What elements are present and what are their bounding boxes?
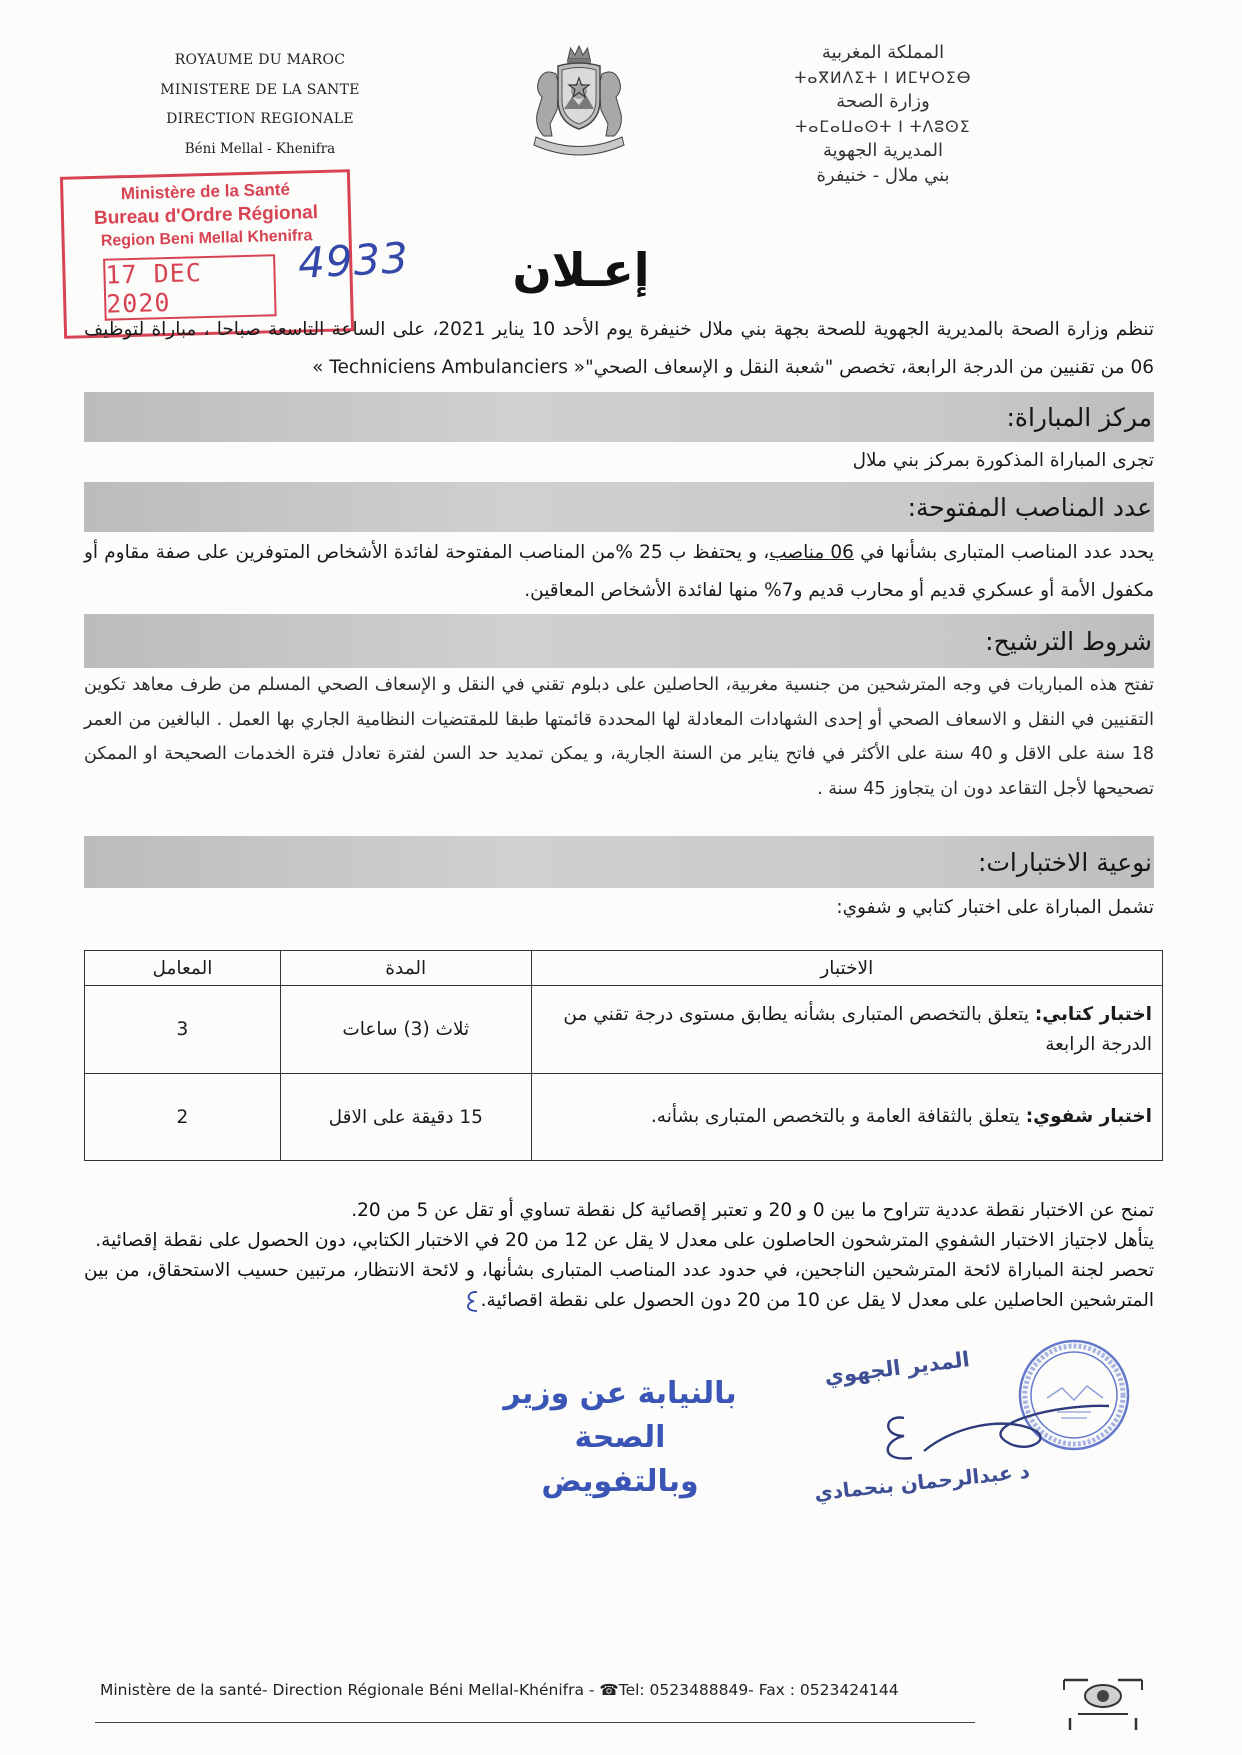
test-description: يتعلق بالتخصص المتبارى بشأنه يطابق مستوى درجة تقني من الدرجة الرابعة [563,1003,1152,1055]
delegation-stamp [475,1372,765,1504]
directorate-fr: DIRECTION REGIONALE [166,111,354,127]
intro-text: تنظم وزارة الصحة بالمديرية الجهوية للصحة بجهة بني ملال خنيفرة يوم الأحد 10 يناير 2021، على الساعة التاسعة صباحا ، مباراة لتوظيف 06 من تقنيين من الدرجة الرابعة، تخصص "شعبة النقل و الإسعاف الصحي" [84,319,1154,378]
posts-text-before: يحدد عدد المناصب المتبارى بشأنها في [853,542,1154,563]
ministry-fr: MINISTERE DE LA SANTE [160,81,360,98]
coat-of-arms-emblem [524,44,634,158]
tests-table [84,950,1163,1161]
note-scoring: تمنح عن الاختبار نقطة عددية تتراوح ما بين 0 و 20 و تعتبر إقصائية كل نقطة تساوي أو تقل عن 5 من 20. [351,1200,1154,1221]
signatory-name: د عبدالرحمان بنحمادي [813,1458,1031,1506]
cell-duration: 15 دقيقة على الاقل [280,1074,531,1161]
posts-count-underlined: 06 مناصب [769,542,854,563]
section-heading-conditions [84,614,1154,668]
note-results [84,1256,1154,1316]
delegation-line1: بالنيابة عن وزير الصحة [503,1376,737,1455]
header-test: الاختبار [531,951,1162,986]
footer-contact [100,1681,899,1699]
section-heading-center-label: مركز المباراة: [1006,402,1152,432]
section-text-conditions: تفتح هذه المباريات في وجه المترشحين من جنسية مغربية، الحاصلين على دبلوم تقني في النقل و الإسعاف الصحي المسلم من طرف معاهد تكوين التقنيين في النقل و الاسعاف الصحي أو إحدى الشهادات المعادلة لها المحددة قائمتها طبقا للمقتضيات النظامية الجاري بها العمل . البالغين من العمر 18 سنة على الاقل و 40 سنة على الأكثر في فاتح يناير من السنة الجارية، و يمكن تمديد حد السن لفترة تعادل فترة الخدمات الصحيحة او الممكن تصحيحها لأجل التقاعد دون ان يتجاوز 45 سنة . [84,675,1154,799]
stamp-date: 17 DEC 2020 [103,254,277,320]
kingdom-ar: المملكة المغربية [821,42,945,63]
stamp-line-bureau: Bureau d'Ordre Régional [93,202,319,229]
header-duration: المدة [280,951,531,986]
footer-phone-fax: Tel: 0523488849- Fax : 0523424144 [618,1681,899,1699]
intro-paragraph [84,311,1154,387]
section-heading-posts-label: عدد المناصب المفتوحة: [907,492,1152,522]
section-heading-tests [84,836,1154,888]
note-results-text: تحصر لجنة المباراة لائحة المترشحين الناجحين، في حدود عدد المناصب المتبارى بشأنها، و لائحة الانتظار، مرتبين حسيب الاستحقاق، من بين المترشحين الحاصلين على معدل لا يقل عن 10 من 20 دون الحصول على نقطة اقصائية. [84,1260,1154,1311]
test-label: اختبار كتابي: [1034,1003,1152,1025]
cell-test [531,1074,1162,1161]
test-label: اختبار شفوي: [1025,1106,1152,1127]
kingdom-tifinagh: ⵜⴰⴳⵍⴷⵉⵜ ⵏ ⵍⵎⵖⵔⵉⴱ [794,68,972,87]
table-row [85,986,1163,1074]
section-text-posts [84,534,1154,610]
phone-icon: ☎ [599,1681,619,1699]
ministry-tifinagh: ⵜⴰⵎⴰⵡⴰⵙⵜ ⵏ ⵜⴷⵓⵙⵉ [795,117,971,136]
header-coefficient: المعامل [85,951,281,986]
stamp-line-ministry: Ministère de la Santé [120,179,291,204]
handwritten-mark [463,1288,481,1314]
footer-address: Ministère de la santé- Direction Régionale Béni Mellal-Khénifra - [100,1681,600,1699]
cell-duration: ثلاث (3) ساعات [280,986,531,1074]
cell-coefficient: 2 [85,1074,281,1161]
grading-notes [84,1196,1154,1316]
directorate-ar: المديرية الجهوية [822,140,944,162]
section-text-center: تجرى المباراة المذكورة بمركز بني ملال [852,450,1154,471]
test-description: يتعلق بالثقافة العامة و بالتخصص المتبارى بشأنه. [650,1106,1026,1127]
ministry-logo-icon [1058,1674,1148,1732]
region-fr: Béni Mellal - Khenifra [184,140,336,157]
section-heading-posts [84,482,1154,532]
cell-test [531,986,1162,1074]
section-text-tests: تشمل المباراة على اختبار كتابي و شفوي: [836,897,1154,918]
region-ar: بني ملال - خنيفرة [816,164,950,186]
kingdom-fr: ROYAUME DU MAROC [174,52,346,68]
cell-coefficient: 3 [85,986,281,1074]
table-header-row [85,951,1163,986]
footer-divider [95,1722,975,1723]
section-heading-center [84,392,1154,442]
intro-latin-specialty: « Techniciens Ambulanciers » [312,357,586,378]
table-row [85,1074,1163,1161]
note-oral-eligibility: يتأهل لاجتياز الاختبار الشفوي المترشحون الحاصلون على معدل لا يقل عن 12 من 20 في الاختبار الكتابي، دون الحصول على نقطة إقصائية. [95,1230,1154,1251]
page-title: إعـلان [512,243,650,297]
delegation-line2: وبالتفويض [541,1464,699,1499]
stamp-line-region: Region Beni Mellal Khenifra [100,227,313,250]
header-arabic [788,41,978,189]
section-heading-conditions-label: شروط الترشيح: [985,626,1152,656]
section-heading-tests-label: نوعية الاختبارات: [977,847,1152,877]
signatory-title: المدير الجهوي [823,1347,971,1389]
signature-block [84,1347,1154,1531]
posts-text-after: ، و يحتفظ ب 25 %من المناصب المفتوحة لفائدة الأشخاص المتوفرين على صفة مقاوم أو مكفول الأمة أو عسكري قديم أو محارب قديم و7% منها لفائدة الأشخاص المعاقين. [84,542,1154,601]
announcement-body [84,311,1154,1531]
handwritten-registration-number: 4933 [296,233,411,288]
ministry-ar: وزارة الصحة [836,91,930,113]
header-french [140,46,380,164]
